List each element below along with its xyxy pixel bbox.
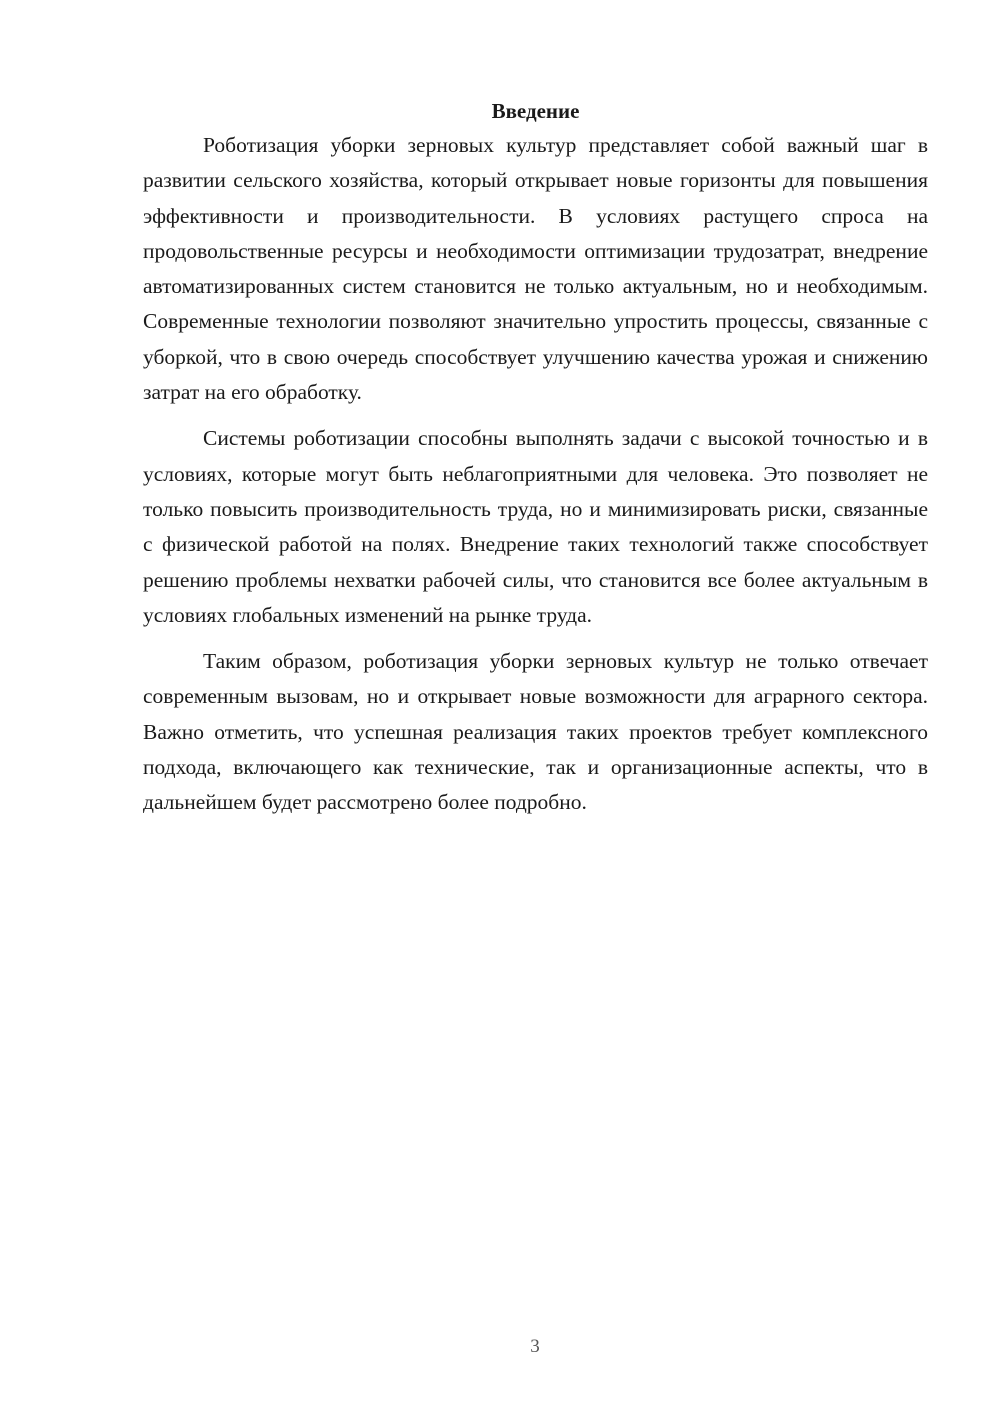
- paragraph-conclusion: Таким образом, роботизация уборки зерновых культур не только отвечает современным вызовам, но и открывает новые возможности для аграрного сектора. Важно отметить, что успешная реализация таких проектов требует комплексного подхода, включающего как технические, так и организационные аспекты, что в дальнейшем будет рассмотрено более подробно.: [143, 649, 928, 815]
- paragraph-intro: Роботизация уборки зерновых культур представляет собой важный шаг в развитии сельского хозяйства, который открывает новые горизонты для повышения эффективности и производительности. В условиях растущего спроса на продовольственные ресурсы и необходимости оптимизации трудозатрат, внедрение автоматизированных систем становится не только актуальным, но и необходимым. Современные технологии позволяют значительно упростить процессы, связанные с уборкой, что в свою очередь способствует улучшению качества урожая и снижению затрат на его обработку.: [143, 133, 928, 405]
- section-heading: Введение: [491, 99, 580, 123]
- document-body: [143, 94, 928, 821]
- page-number: 3: [530, 1336, 540, 1357]
- paragraph-robotic-systems: Системы роботизации способны выполнять задачи с высокой точностью и в условиях, которые могут быть неблагоприятными для человека. Это позволяет не только повысить производительность труда, но и минимизировать риски, связанные с физической работой на полях. Внедрение таких технологий также способствует решению проблемы нехватки рабочей силы, что становится все более актуальным в условиях глобальных изменений на рынке труда.: [143, 426, 928, 627]
